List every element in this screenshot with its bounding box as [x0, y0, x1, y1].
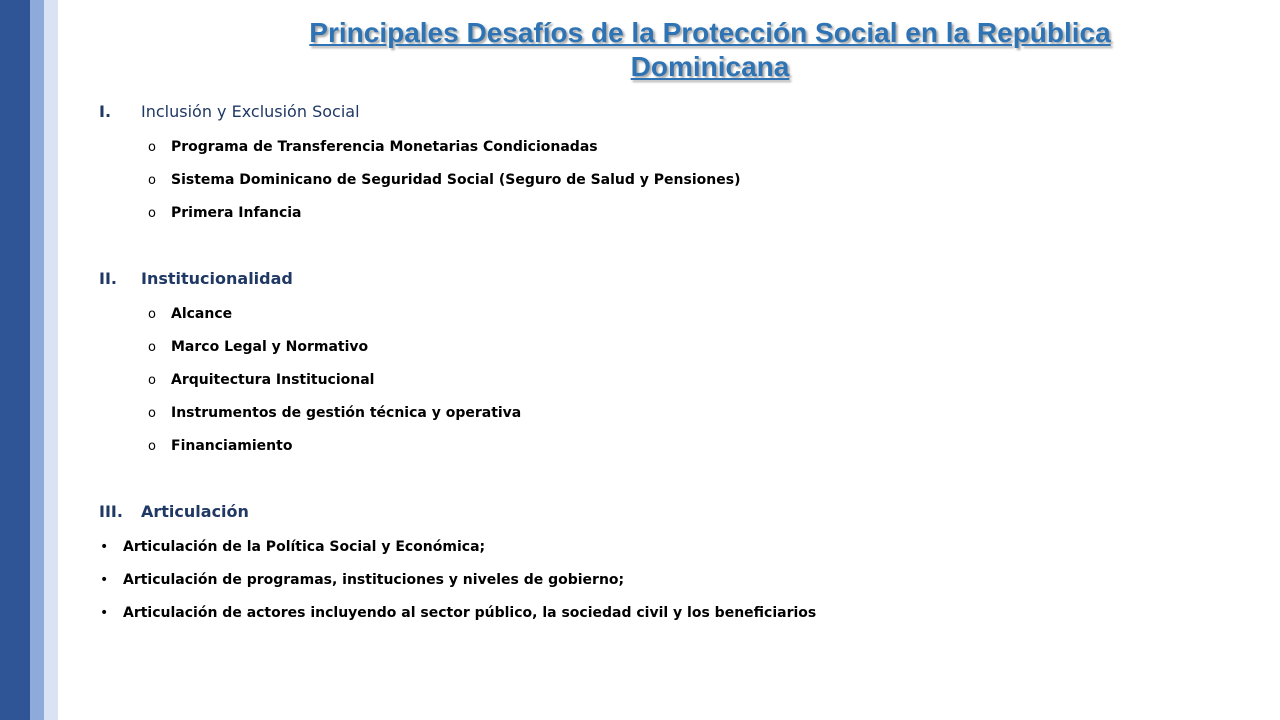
circle-bullet-icon: o — [148, 140, 156, 155]
section-numeral: II. — [99, 269, 117, 288]
section-heading-text: Inclusión y Exclusión Social — [141, 102, 360, 121]
sidebar-stripe-dark — [0, 0, 30, 720]
section-numeral: I. — [99, 102, 112, 121]
list-item-text: Primera Infancia — [171, 205, 302, 221]
circle-bullet-icon: o — [148, 340, 156, 355]
bullet-dot-icon: • — [100, 605, 109, 621]
sidebar-stripe-light — [44, 0, 58, 720]
list-item-text: Programa de Transferencia Monetarias Condicionadas — [171, 139, 598, 155]
list-item-text: Marco Legal y Normativo — [171, 339, 369, 355]
circle-bullet-icon: o — [148, 406, 156, 421]
section-heading-text: Institucionalidad — [141, 269, 293, 288]
list-item — [148, 371, 375, 390]
list-item — [148, 338, 368, 357]
circle-bullet-icon: o — [148, 206, 156, 221]
list-item-text: Financiamiento — [171, 438, 293, 454]
list-item — [100, 604, 816, 622]
circle-bullet-icon: o — [148, 439, 156, 454]
list-item-text: Articulación de la Política Social y Económica; — [123, 539, 486, 555]
slide-title: Principales Desafíos de la Protección Social en la República Dominicana — [309, 17, 1111, 82]
section-heading-2 — [99, 269, 293, 289]
circle-bullet-icon: o — [148, 373, 156, 388]
list-item-text: Articulación de actores incluyendo al sector público, la sociedad civil y los beneficiarios — [123, 605, 817, 621]
list-item — [148, 437, 292, 456]
list-item — [100, 538, 485, 556]
list-item-text: Alcance — [171, 306, 233, 322]
section-numeral: III. — [99, 502, 123, 521]
circle-bullet-icon: o — [148, 173, 156, 188]
bullet-dot-icon: • — [100, 539, 109, 555]
list-item — [148, 305, 232, 324]
section-heading-1 — [99, 102, 360, 122]
bullet-dot-icon: • — [100, 572, 109, 588]
circle-bullet-icon: o — [148, 307, 156, 322]
list-item — [148, 138, 598, 157]
section-heading-text: Articulación — [141, 502, 249, 521]
list-item — [100, 571, 624, 589]
list-item-text: Articulación de programas, instituciones y niveles de gobierno; — [123, 572, 625, 588]
list-item — [148, 204, 302, 223]
list-item-text: Arquitectura Institucional — [171, 372, 375, 388]
list-item — [148, 404, 521, 423]
sidebar-stripe-mid — [30, 0, 44, 720]
list-item-text: Instrumentos de gestión técnica y operativa — [171, 405, 522, 421]
section-heading-3 — [99, 502, 249, 522]
list-item — [148, 171, 740, 190]
list-item-text: Sistema Dominicano de Seguridad Social (Seguro de Salud y Pensiones) — [171, 172, 741, 188]
